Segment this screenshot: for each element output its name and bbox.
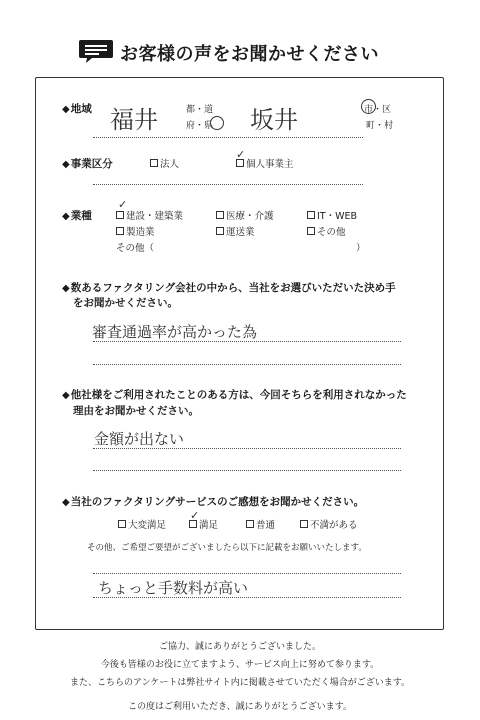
- region-dotted-line: [93, 137, 363, 138]
- reason-dotted-line-1: [93, 341, 401, 342]
- city-answer[interactable]: 坂井: [250, 106, 298, 134]
- speech-bubble-icon: [78, 38, 114, 64]
- page-title: お客様の声をお聞かせください: [120, 44, 379, 65]
- reason-question-line1: ◆ 数あるファクタリング会社の中から、当社をお選びいただいた決め手: [62, 280, 396, 295]
- checkbox-icon[interactable]: [116, 211, 124, 219]
- request-dotted-line-2: [93, 597, 401, 598]
- industry-option-other[interactable]: その他: [307, 224, 346, 238]
- request-prompt: その他、ご希望ご要望がございましたら以下に記載をお願いいたします。: [87, 543, 367, 553]
- satisfaction-option-neutral[interactable]: 普通: [246, 517, 275, 531]
- pref-suffix-top: 都・道: [186, 105, 214, 115]
- other-company-question-line1: ◆ 他社様をご利用されたことのある方は、今回そちらを利用されなかった: [62, 387, 407, 402]
- city-suffix-bottom: 町・村: [366, 121, 394, 131]
- checkbox-icon[interactable]: [216, 211, 224, 219]
- prefecture-selected-circle: [210, 116, 224, 130]
- industry-option-it-web[interactable]: IT・WEB: [307, 208, 357, 222]
- checkbox-icon[interactable]: [300, 520, 308, 528]
- checkmark-icon: ✓: [118, 198, 128, 211]
- other-company-answer[interactable]: 金額が出ない: [94, 430, 185, 448]
- satisfaction-question: ◆ 当社のファクタリングサービスのご感想をお聞かせください。: [62, 494, 364, 509]
- business-type-option-sole-proprietor[interactable]: 個人事業主: [236, 156, 294, 170]
- footer-improvement: 今後も皆様のお役に立てますよう、サービス向上に努めて参ります。: [100, 660, 380, 670]
- checkbox-icon[interactable]: [307, 211, 315, 219]
- industry-option-construction[interactable]: 建設・建築業: [116, 208, 183, 222]
- reason-dotted-line-2: [93, 364, 401, 365]
- industry-option-manufacturing[interactable]: 製造業: [116, 224, 155, 238]
- city-selected-circle: [361, 99, 376, 114]
- industry-label: ◆ 業種: [62, 208, 92, 223]
- prefecture-answer[interactable]: 福井: [110, 106, 158, 134]
- other-company-dotted-line-1: [93, 448, 401, 449]
- checkbox-icon[interactable]: [150, 159, 158, 167]
- checkmark-icon: ✓: [236, 148, 246, 161]
- industry-other-close: ）: [356, 243, 366, 254]
- reason-question-line2: をお聞かせください。: [73, 297, 178, 309]
- business-type-label: ◆ 事業区分: [62, 156, 113, 171]
- other-company-dotted-line-2: [93, 470, 401, 471]
- checkbox-icon[interactable]: [246, 520, 254, 528]
- request-answer[interactable]: ちょっと手数料が高い: [98, 579, 249, 597]
- checkmark-icon: ✓: [190, 509, 200, 522]
- business-type-option-corporate[interactable]: 法人: [150, 156, 179, 170]
- checkbox-icon[interactable]: [216, 227, 224, 235]
- city-suffix-top: 市・区: [364, 105, 392, 115]
- footer-publication-notice: また、こちらのアンケートは弊社サイト内に掲載させていただく場合がございます。: [69, 678, 411, 688]
- industry-option-medical[interactable]: 医療・介護: [216, 208, 274, 222]
- reason-answer[interactable]: 審査通過率が高かった為: [92, 323, 258, 341]
- footer-thanks: ご協力、誠にありがとうございました。: [158, 642, 321, 652]
- region-label: ◆ 地域: [62, 101, 92, 116]
- satisfaction-option-dissatisfied[interactable]: 不満がある: [300, 517, 358, 531]
- industry-other-open: その他（: [116, 243, 155, 254]
- pref-suffix-bottom: 府・県: [186, 121, 214, 131]
- industry-option-transport[interactable]: 運送業: [216, 224, 255, 238]
- checkbox-icon[interactable]: [118, 520, 126, 528]
- satisfaction-option-very-satisfied[interactable]: 大変満足: [118, 517, 166, 531]
- footer-closing: この度はご利用いただき、誠にありがとうございます。: [128, 702, 352, 712]
- other-company-question-line2: 理由をお聞かせください。: [73, 405, 199, 417]
- satisfaction-option-satisfied[interactable]: 満足: [189, 517, 218, 531]
- survey-header: [0, 38, 480, 66]
- request-dotted-line-1: [93, 573, 401, 574]
- business-type-dotted-line: [93, 184, 363, 185]
- checkbox-icon[interactable]: [307, 227, 315, 235]
- checkbox-icon[interactable]: [116, 227, 124, 235]
